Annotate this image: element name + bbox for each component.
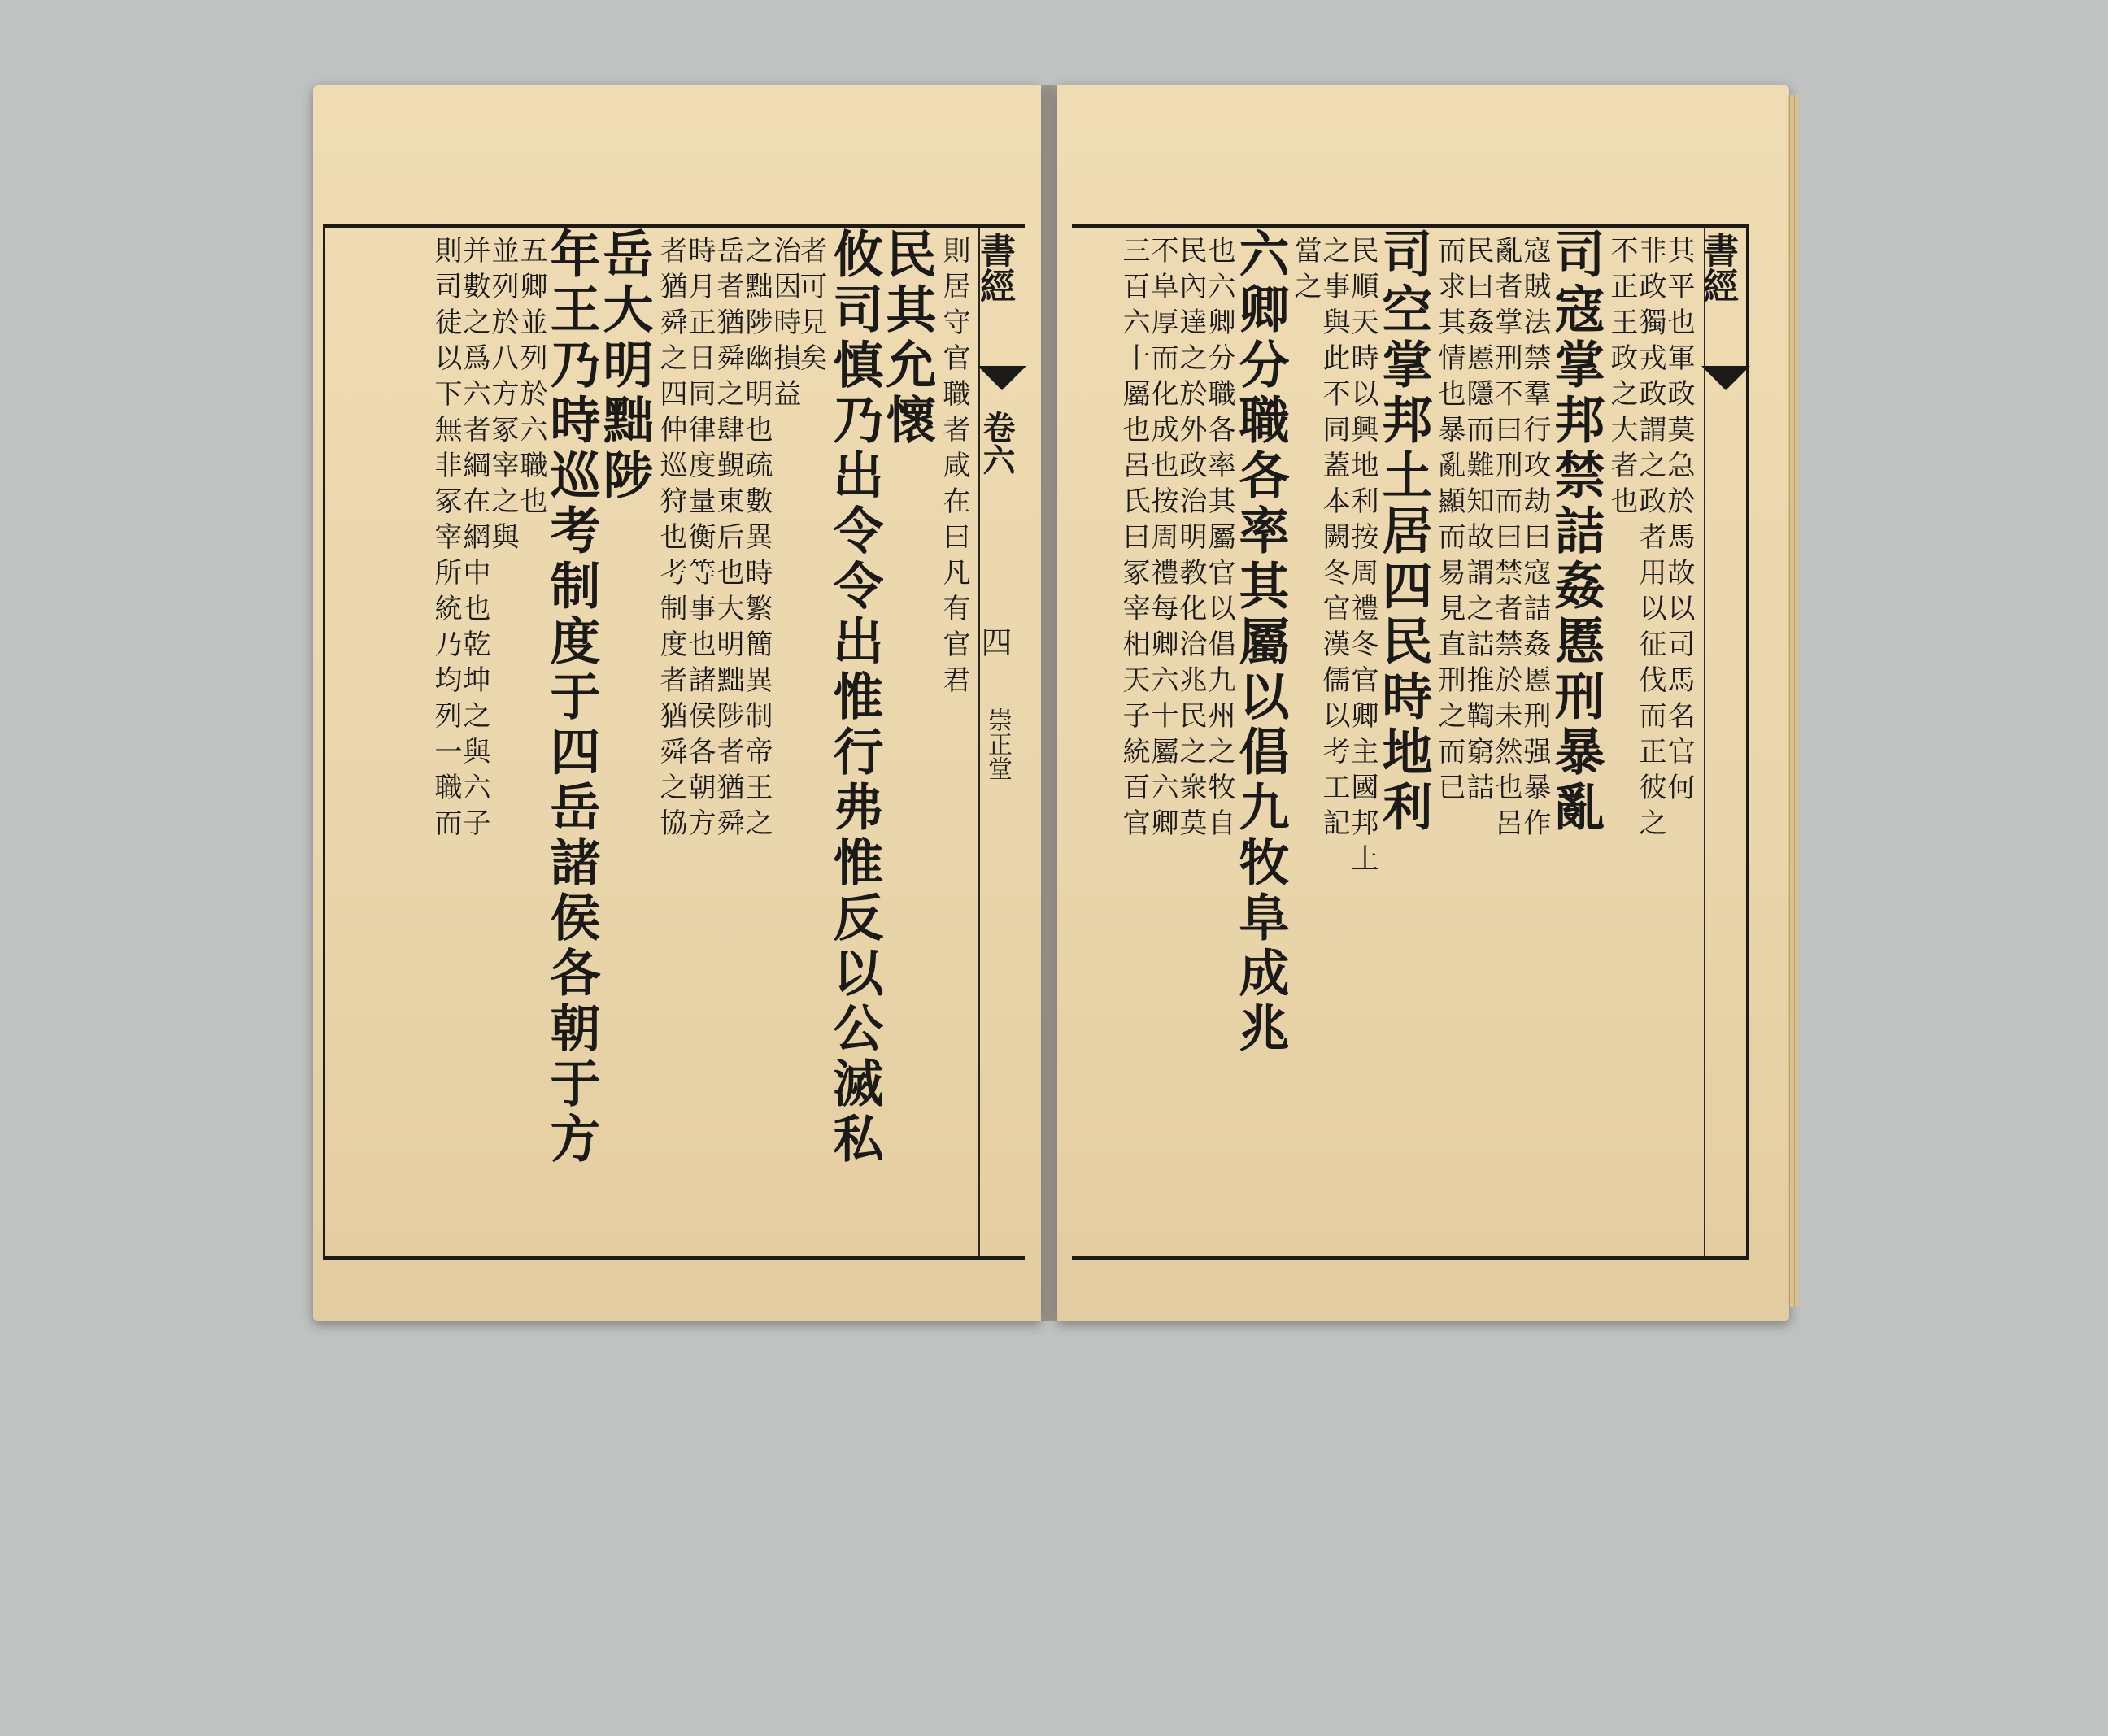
text-column: 不阜厚而化成也按周禮每卿六十屬六卿	[1146, 236, 1178, 844]
text-column: 並列於八方冢宰之與	[486, 236, 519, 558]
text-column: 之事與此不同蓋本闕冬官漢儒以考工記	[1318, 236, 1350, 844]
text-column: 之黜陟幽明也疏數異時繁簡異制帝王之	[740, 236, 773, 844]
text-column: 民順天時以興地利按周禮冬官卿主國邦土	[1346, 236, 1378, 880]
fishtail-mark	[1701, 366, 1750, 390]
page-edge	[1788, 95, 1799, 1307]
text-column: 其平也軍政莫急於馬故以司馬名官何	[1662, 236, 1695, 808]
margin-title: 書經	[1696, 232, 1738, 303]
text-column: 者猶舜之四仲巡狩也考制度者猶舜之協	[655, 236, 687, 844]
text-column: 非政獨戎政謂之政者用以征伐而正彼之	[1634, 236, 1666, 844]
text-column: 岳大明黜陟	[595, 228, 654, 504]
publisher-mark: 崇正堂	[983, 707, 1012, 781]
text-column: 治因時損益	[769, 236, 801, 415]
text-column: 寇賊法禁羣行攻劫曰寇詰姦慝刑强暴作	[1518, 236, 1551, 844]
text-column: 并數之爲六者綱在網中也乾坤之與六子	[458, 236, 490, 844]
volume-label: 卷六	[978, 411, 1016, 476]
text-column: 則司徒以下無非冢宰所統乃均列一職而	[429, 236, 462, 844]
right-page	[1057, 85, 1789, 1321]
text-column: 年王乃時巡考制度于四岳諸侯各朝于方	[542, 228, 601, 1168]
text-column: 而求其情也暴亂顯而易見直刑之而已	[1433, 236, 1466, 808]
text-column: 岳者猶舜之肆覲東后也大明黜陟者猶舜	[712, 236, 744, 844]
text-column: 民內達之於外政治明教化洽兆民之衆莫	[1174, 236, 1207, 844]
page-number: 四	[976, 626, 1012, 657]
fishtail-mark	[978, 366, 1026, 390]
text-column: 不正王政之大者也	[1605, 236, 1638, 522]
margin-title: 書經	[973, 232, 1015, 303]
text-column: 攸司慎乃出令令出惟行弗惟反以公滅私	[825, 228, 884, 1168]
right-text-frame	[1072, 224, 1749, 1260]
text-column: 者可見矣	[795, 236, 827, 379]
text-column: 司空掌邦土居四民時地利	[1374, 228, 1433, 836]
text-column: 亂者掌刑不曰刑而曰禁者禁於未然也呂	[1490, 236, 1522, 844]
left-text-frame	[323, 224, 1025, 1260]
open-book	[313, 85, 1789, 1321]
text-column: 當之	[1289, 236, 1322, 307]
text-column: 司寇掌邦禁詰姦慝刑暴亂	[1546, 228, 1605, 836]
left-page	[313, 85, 1041, 1321]
text-column: 也六卿分職各率其屬官以倡九州之牧自	[1203, 236, 1235, 844]
text-column: 民曰姦慝隱而難知故謂之詰推鞫窮詰	[1461, 236, 1494, 808]
text-column: 六卿分職各率其屬以倡九牧阜成兆	[1230, 228, 1290, 1057]
text-column: 民其允懷	[878, 228, 937, 449]
text-column: 則居守官職者咸在曰凡有官君	[938, 236, 970, 701]
text-column: 時月正日同律度量衡等事也諸侯各朝方	[683, 236, 716, 844]
text-column: 五卿並列於六職也	[515, 236, 547, 522]
text-column: 三百六十屬也呂氏曰冢宰相天子統百官	[1117, 236, 1150, 844]
